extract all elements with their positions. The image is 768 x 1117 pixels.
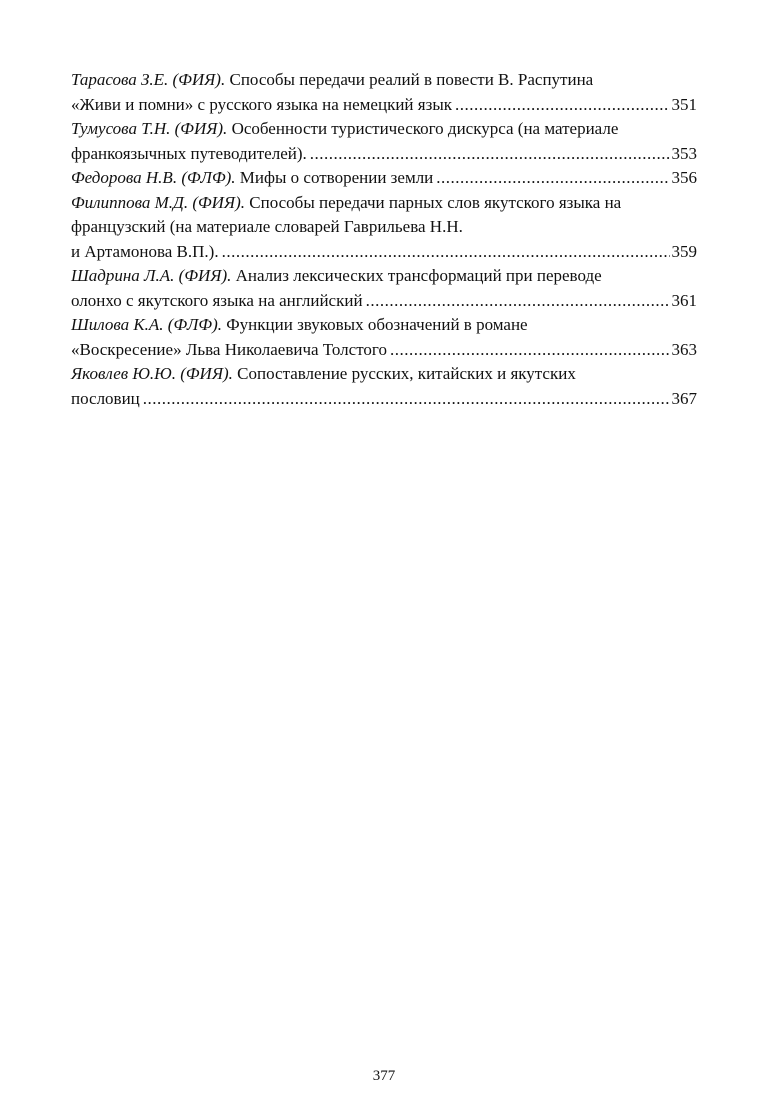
toc-entry-filippova <box>71 191 697 265</box>
toc-entry-line <box>71 338 697 363</box>
toc-entry-title: Мифы о сотворении земли <box>239 168 434 187</box>
toc-entry-line <box>71 166 697 191</box>
toc-entry-author: Шадрина Л.А. (ФИЯ). <box>71 266 232 285</box>
toc-entry-author: Филиппова М.Д. (ФИЯ). <box>71 192 246 212</box>
toc-entry-line <box>71 93 697 118</box>
toc-entry-yakovlev <box>71 362 697 411</box>
toc-entry-fedorova <box>71 166 697 191</box>
toc-entry-title: французский (на материале словарей Гаврильева Н.Н. <box>71 217 463 236</box>
toc-entry-title: Функции звуковых обозначений в романе <box>226 315 528 334</box>
toc-entry-page: 353 <box>671 143 697 163</box>
toc-entry-line <box>71 362 697 387</box>
toc-leader-dots <box>455 93 670 118</box>
toc-entry-line <box>71 289 697 314</box>
toc-entry-tarasova <box>71 68 697 117</box>
toc-entry-title: Особенности туристического дискурса (на материале <box>231 119 619 138</box>
toc-entry-author: Тарасова З.Е. (ФИЯ). <box>71 70 226 89</box>
table-of-contents <box>71 68 697 411</box>
toc-entry-page: 351 <box>671 94 697 114</box>
toc-entry-page: 363 <box>671 339 697 359</box>
toc-entry-author: Тумусова Т.Н. (ФИЯ). <box>71 119 228 138</box>
toc-entry-title: олонхо с якутского языка на английский <box>71 290 363 310</box>
toc-leader-dots <box>436 166 669 191</box>
toc-entry-page: 359 <box>671 241 697 261</box>
toc-entry-line <box>71 117 697 142</box>
toc-entry-title: «Живи и помни» с русского языка на немецкий язык <box>71 94 452 114</box>
toc-entry-title: франкоязычных путеводителей). <box>71 143 307 163</box>
toc-entry-line <box>71 240 697 265</box>
toc-entry-title: Способы передачи парных слов якутского языка на <box>249 192 622 212</box>
toc-entry-title: и Артамонова В.П.). <box>71 241 219 261</box>
toc-entry-title: Способы передачи реалий в повести В. Распутина <box>229 70 594 89</box>
page-number: 377 <box>372 1068 396 1084</box>
toc-leader-dots <box>390 338 670 363</box>
toc-entry-line <box>71 68 697 93</box>
toc-entry-line <box>71 387 697 412</box>
toc-entry-tumusova <box>71 117 697 166</box>
toc-entry-title: Анализ лексических трансформаций при переводе <box>235 266 602 285</box>
toc-entry-title: Сопоставление русских, китайских и якутских <box>237 364 576 383</box>
toc-leader-dots <box>366 289 670 314</box>
toc-leader-dots <box>222 240 670 265</box>
toc-entry-line <box>71 313 697 338</box>
toc-entry-line <box>71 264 697 289</box>
toc-leader-dots <box>143 387 670 412</box>
toc-entry-author: Федорова Н.В. (ФЛФ). <box>71 168 236 187</box>
toc-entry-title: «Воскресение» Льва Николаевича Толстого <box>71 339 387 359</box>
toc-leader-dots <box>310 142 670 167</box>
toc-entry-shadrina <box>71 264 697 313</box>
toc-entry-page: 361 <box>671 290 697 310</box>
toc-entry-line <box>71 215 697 240</box>
toc-entry-author: Яковлев Ю.Ю. (ФИЯ). <box>71 364 233 383</box>
toc-entry-page: 356 <box>671 168 697 187</box>
toc-entry-author: Шилова К.А. (ФЛФ). <box>71 315 222 334</box>
toc-entry-line <box>71 142 697 167</box>
toc-entry-page: 367 <box>671 388 697 408</box>
toc-entry-shilova <box>71 313 697 362</box>
toc-entry-title: пословиц <box>71 388 140 408</box>
toc-entry-line <box>71 191 697 216</box>
